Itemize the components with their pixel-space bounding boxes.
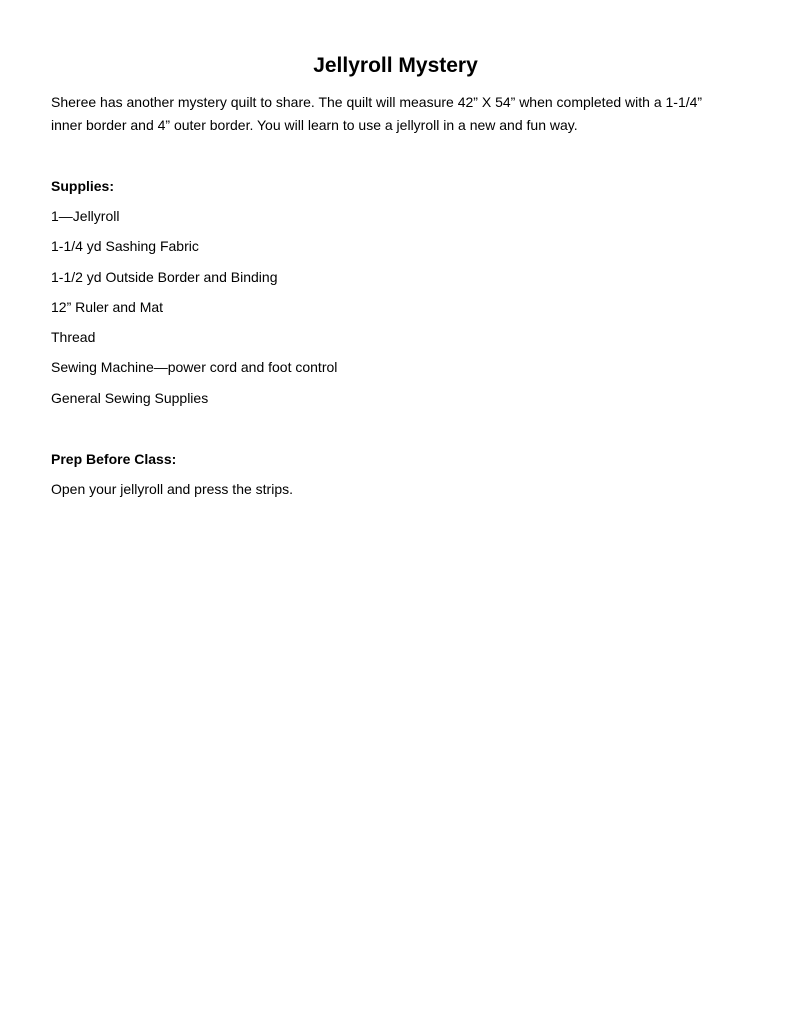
supply-item: 1-1/2 yd Outside Border and Binding — [51, 268, 278, 285]
supply-item: 1-1/4 yd Sashing Fabric — [51, 238, 199, 255]
supplies-heading: Supplies: — [51, 178, 115, 194]
supply-item: General Sewing Supplies — [51, 389, 209, 406]
supply-item: Thread — [51, 329, 96, 346]
intro-line-1: Sheree has another mystery quilt to share. The quilt will measure 42” X 54” when completed with a 1-1/4” — [51, 94, 703, 110]
intro-paragraph — [51, 91, 751, 137]
supply-list — [51, 206, 337, 418]
prep-heading: Prep Before Class: — [51, 451, 177, 467]
intro-line-2: inner border and 4” outer border. You will learn to use a jellyroll in a new and fun way. — [51, 117, 578, 133]
supply-item: 1—Jellyroll — [51, 208, 120, 224]
supply-item: Sewing Machine—power cord and foot control — [51, 359, 338, 376]
prep-instructions: Open your jellyroll and press the strips. — [51, 481, 293, 497]
page-title: Jellyroll Mystery — [313, 54, 478, 77]
supply-item: 12” Ruler and Mat — [51, 298, 164, 315]
